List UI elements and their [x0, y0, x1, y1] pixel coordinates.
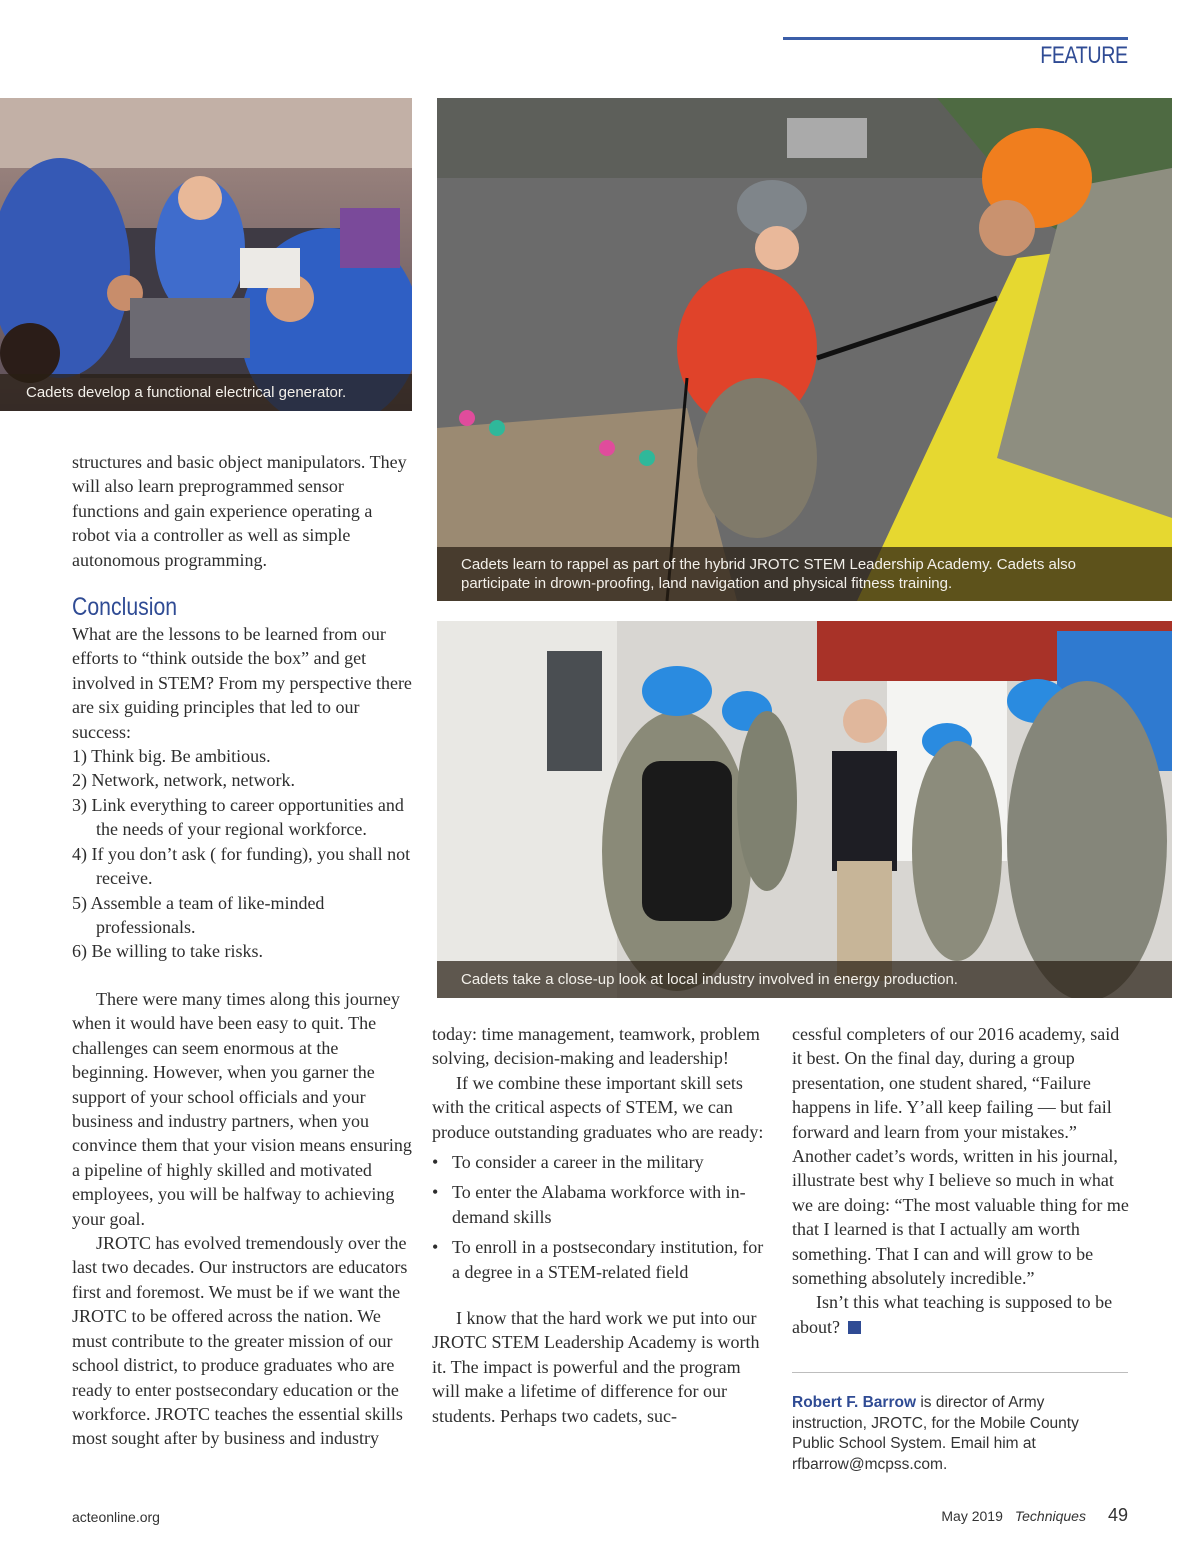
photo-caption: Cadets take a close-up look at local industry involved in energy production. [437, 961, 1172, 998]
list-item: • To enroll in a postsecondary institution, for a degree in a STEM-related field [432, 1235, 770, 1284]
principle-item: 3) Link everything to career opportunities and the needs of your regional workforce. [72, 794, 404, 840]
intro-paragraph: structures and basic object manipulators. They will also learn preprogrammed sensor functions and gain experience operating a robot via a controller as well as simple autonomous programming. [72, 452, 407, 570]
body-paragraph: There were many times along this journey when it would have been easy to quit. The challenges can seem enormous at the beginning. However, when you garner the support of your school officials and your business and industry partners, when you convince them that your vision means ensuring a pipeline of highly skilled and motivated employees, you will be halfway to achieving your goal. [72, 989, 412, 1229]
conclusion-lead: What are the lessons to be learned from our efforts to “think outside the box” and get involved in STEM? From my perspective there are six guiding principles that led to our success: [72, 624, 412, 742]
page-number: 49 [1107, 1505, 1128, 1525]
classroom-scene-image [0, 98, 412, 411]
section-label: FEATURE [1040, 42, 1128, 69]
industry-scene-image [437, 621, 1172, 998]
footer-date: May 2019 [941, 1508, 1003, 1524]
body-paragraph: today: time management, teamwork, problem solving, decision-making and leadership! [432, 1024, 760, 1069]
principle-item: 6) Be willing to take risks. [72, 941, 263, 962]
conclusion-heading: Conclusion [72, 593, 178, 622]
photo-rappel [437, 98, 1172, 601]
body-paragraph: If we combine these important skill sets with the critical aspects of STEM, we can produce outstanding graduates who are ready: [432, 1072, 764, 1142]
header-rule [783, 37, 1128, 40]
body-paragraph: cessful completers of our 2016 academy, said it best. On the final day, during a group presentation, one student shared, “Failure happens in life. Y’all keep failing — but fail forward and learn from your mistakes.” Another cadet’s words, written in his journal, illustrate best why I believe so much in what we are doing: “The most valuable thing for me that I learned is that I actually am worth something. That I can and will grow to be something absolutely incredible.” [792, 1024, 1129, 1289]
end-mark-icon [848, 1321, 861, 1334]
closing-text: Isn’t this what teaching is supposed to be about? [792, 1292, 1113, 1337]
closing-paragraph [792, 1290, 1130, 1339]
rappel-scene-image [437, 98, 1172, 601]
author-name: Robert F. Barrow [792, 1394, 917, 1411]
author-bio-text: is director of Army instruction, JROTC, for the Mobile County Public School System. Email him at rfbarrow@mcpss.com. [792, 1394, 1079, 1473]
footer-magazine: Techniques [1014, 1508, 1086, 1524]
readiness-list [432, 1150, 770, 1284]
principles-list [72, 744, 412, 964]
body-paragraph: JROTC has evolved tremendously over the last two decades. Our instructors are educators first and foremost. We must be if we want the JROTC to be offered across the nation. We must contribute to the greater mission of our school district, to produce graduates who are ready to enter postsecondary education or the workforce. JROTC teaches the essential skills most sought after by business and industry [72, 1233, 408, 1449]
author-bio [792, 1393, 1122, 1475]
column-1-lower [72, 987, 412, 1451]
list-item: • To consider a career in the military [432, 1150, 770, 1174]
list-item: • To enter the Alabama workforce with in-demand skills [432, 1180, 770, 1229]
principle-item: 2) Network, network, network. [72, 770, 295, 791]
body-paragraph: I know that the hard work we put into our JROTC STEM Leadership Academy is worth it. The impact is powerful and the program will make a lifetime of difference for our students. Perhaps two cadets, suc- [432, 1308, 760, 1426]
column-2 [432, 1022, 770, 1428]
photo-electrical-generator [0, 98, 412, 411]
principle-item: 5) Assemble a team of like-minded professionals. [72, 892, 325, 937]
principle-item: 1) Think big. Be ambitious. [72, 746, 271, 767]
principle-item: 4) If you don’t ask ( for funding), you shall not receive. [72, 843, 411, 889]
footer-issue [941, 1505, 1128, 1526]
photo-caption: Cadets learn to rappel as part of the hybrid JROTC STEM Leadership Academy. Cadets also participate in drown-proofing, land navigation and physical fitness training. [437, 547, 1172, 601]
footer-website: acteonline.org [72, 1509, 160, 1525]
photo-caption: Cadets develop a functional electrical generator. [0, 374, 412, 411]
photo-industry [437, 621, 1172, 998]
column-3 [792, 1022, 1130, 1339]
column-1-upper [72, 450, 412, 964]
bio-divider [792, 1372, 1128, 1373]
